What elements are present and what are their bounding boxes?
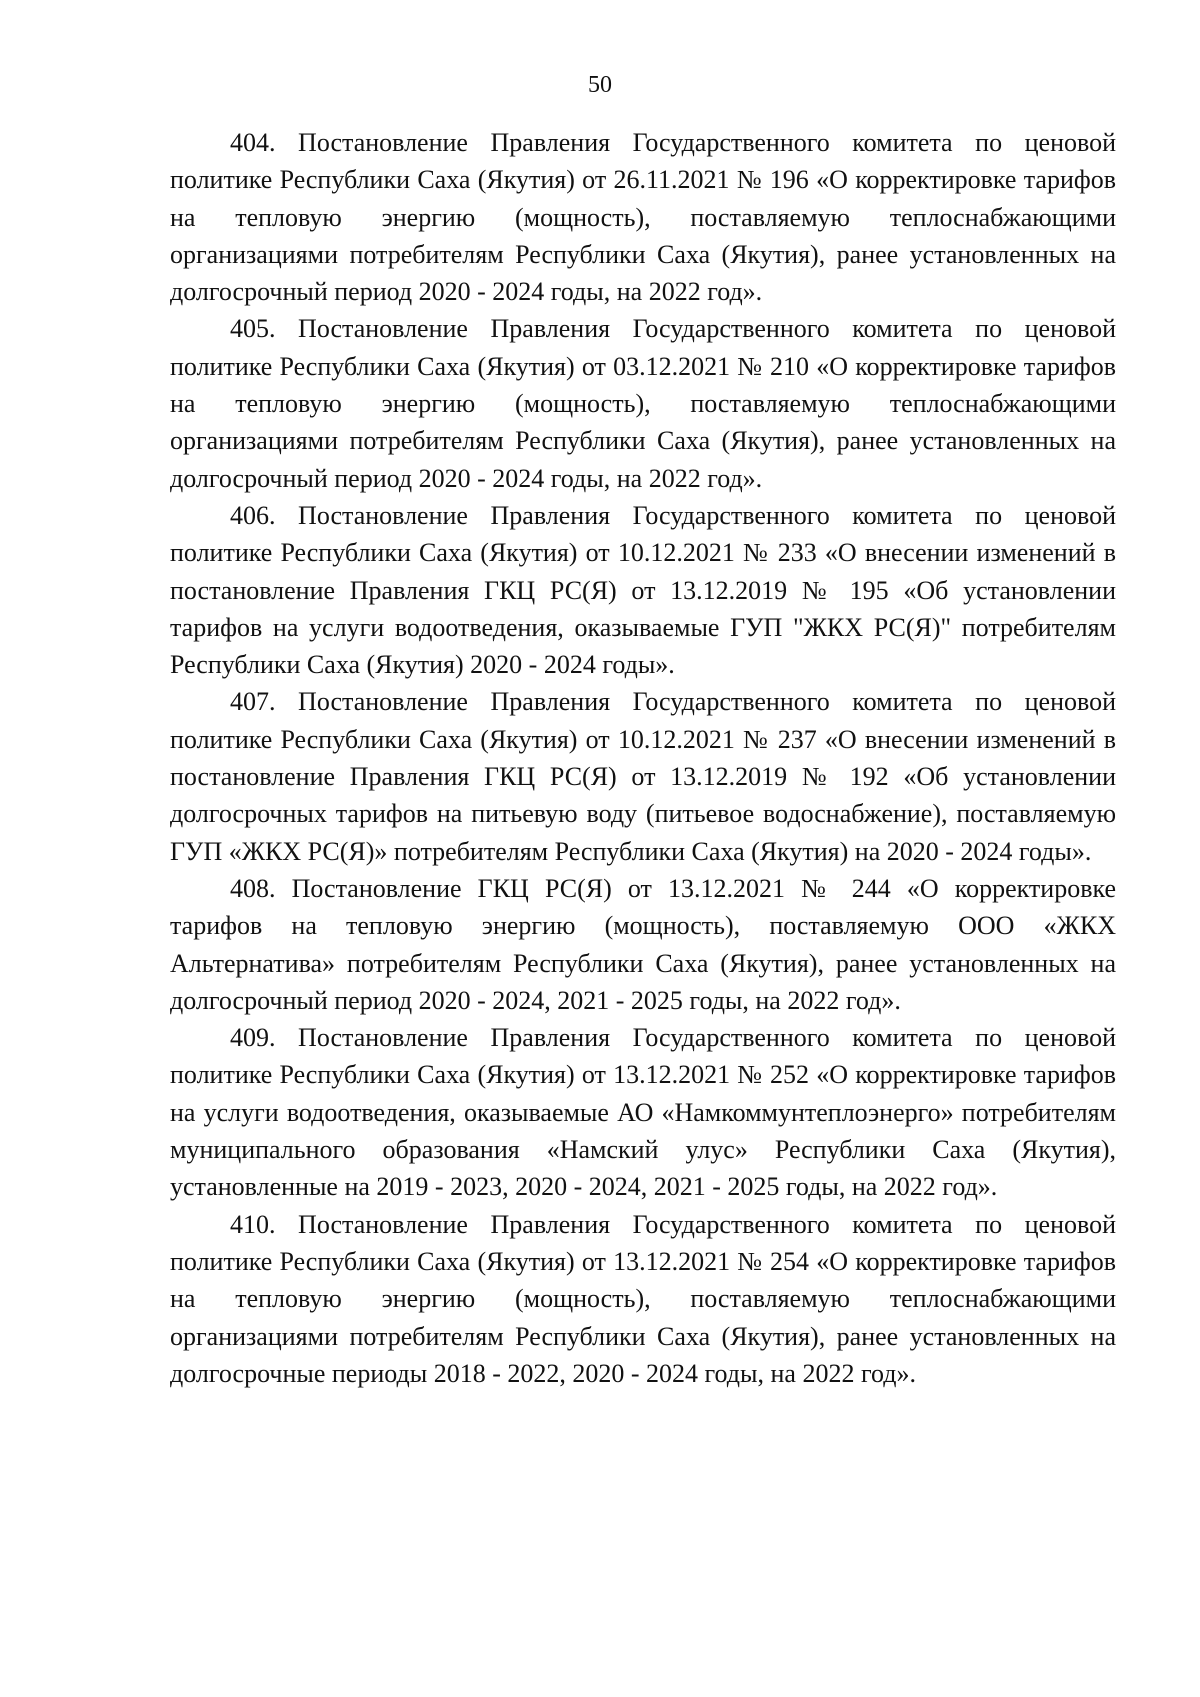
page-number: 50 (588, 72, 612, 98)
list-item-409: 409. Постановление Правления Государственного комитета по ценовой политике Республики Саха (Якутия) от 13.12.2021 № 252 «О корректировке тарифов на услуги водоотведения, оказываемые АО «Намкоммунтеплоэнерго» потребителям муниципального образования «Намский улус» Республики Саха (Якутия), установленные на 2019 - 2023, 2020 - 2024, 2021 - 2025 годы, на 2022 год». (170, 1023, 1116, 1202)
list-item-405: 405. Постановление Правления Государственного комитета по ценовой политике Республики Саха (Якутия) от 03.12.2021 № 210 «О корректировке тарифов на тепловую энергию (мощность), поставляемую теплоснабжающими организациями потребителям Республики Саха (Якутия), ранее установленных на долгосрочный период 2020 - 2024 годы, на 2022 год». (170, 314, 1116, 493)
list-item-404: 404. Постановление Правления Государственного комитета по ценовой политике Республики Саха (Якутия) от 26.11.2021 № 196 «О корректировке тарифов на тепловую энергию (мощность), поставляемую теплоснабжающими организациями потребителям Республики Саха (Якутия), ранее установленных на долгосрочный период 2020 - 2024 годы, на 2022 год». (170, 128, 1116, 307)
list-item-407: 407. Постановление Правления Государственного комитета по ценовой политике Республики Саха (Якутия) от 10.12.2021 № 237 «О внесении изменений в постановление Правления ГКЦ РС(Я) от 13.12.2019 № 192 «Об установлении долгосрочных тарифов на питьевую воду (питьевое водоснабжение), поставляемую ГУП «ЖКХ РС(Я)» потребителям Республики Саха (Якутия) на 2020 - 2024 годы». (170, 687, 1116, 866)
list-item-408: 408. Постановление ГКЦ РС(Я) от 13.12.2021 № 244 «О корректировке тарифов на тепловую энергию (мощность), поставляемую ООО «ЖКХ Альтернатива» потребителям Республики Саха (Якутия), ранее установленных на долгосрочный период 2020 - 2024, 2021 - 2025 годы, на 2022 год». (170, 873, 1116, 1015)
document-body (170, 124, 1116, 1392)
list-item-410: 410. Постановление Правления Государственного комитета по ценовой политике Республики Саха (Якутия) от 13.12.2021 № 254 «О корректировке тарифов на тепловую энергию (мощность), поставляемую теплоснабжающими организациями потребителям Республики Саха (Якутия), ранее установленных на долгосрочные периоды 2018 - 2022, 2020 - 2024 годы, на 2022 год». (170, 1209, 1116, 1388)
list-item-406: 406. Постановление Правления Государственного комитета по ценовой политике Республики Саха (Якутия) от 10.12.2021 № 233 «О внесении изменений в постановление Правления ГКЦ РС(Я) от 13.12.2019 № 195 «Об установлении тарифов на услуги водоотведения, оказываемые ГУП "ЖКХ РС(Я)" потребителям Республики Саха (Якутия) 2020 - 2024 годы». (170, 500, 1116, 680)
